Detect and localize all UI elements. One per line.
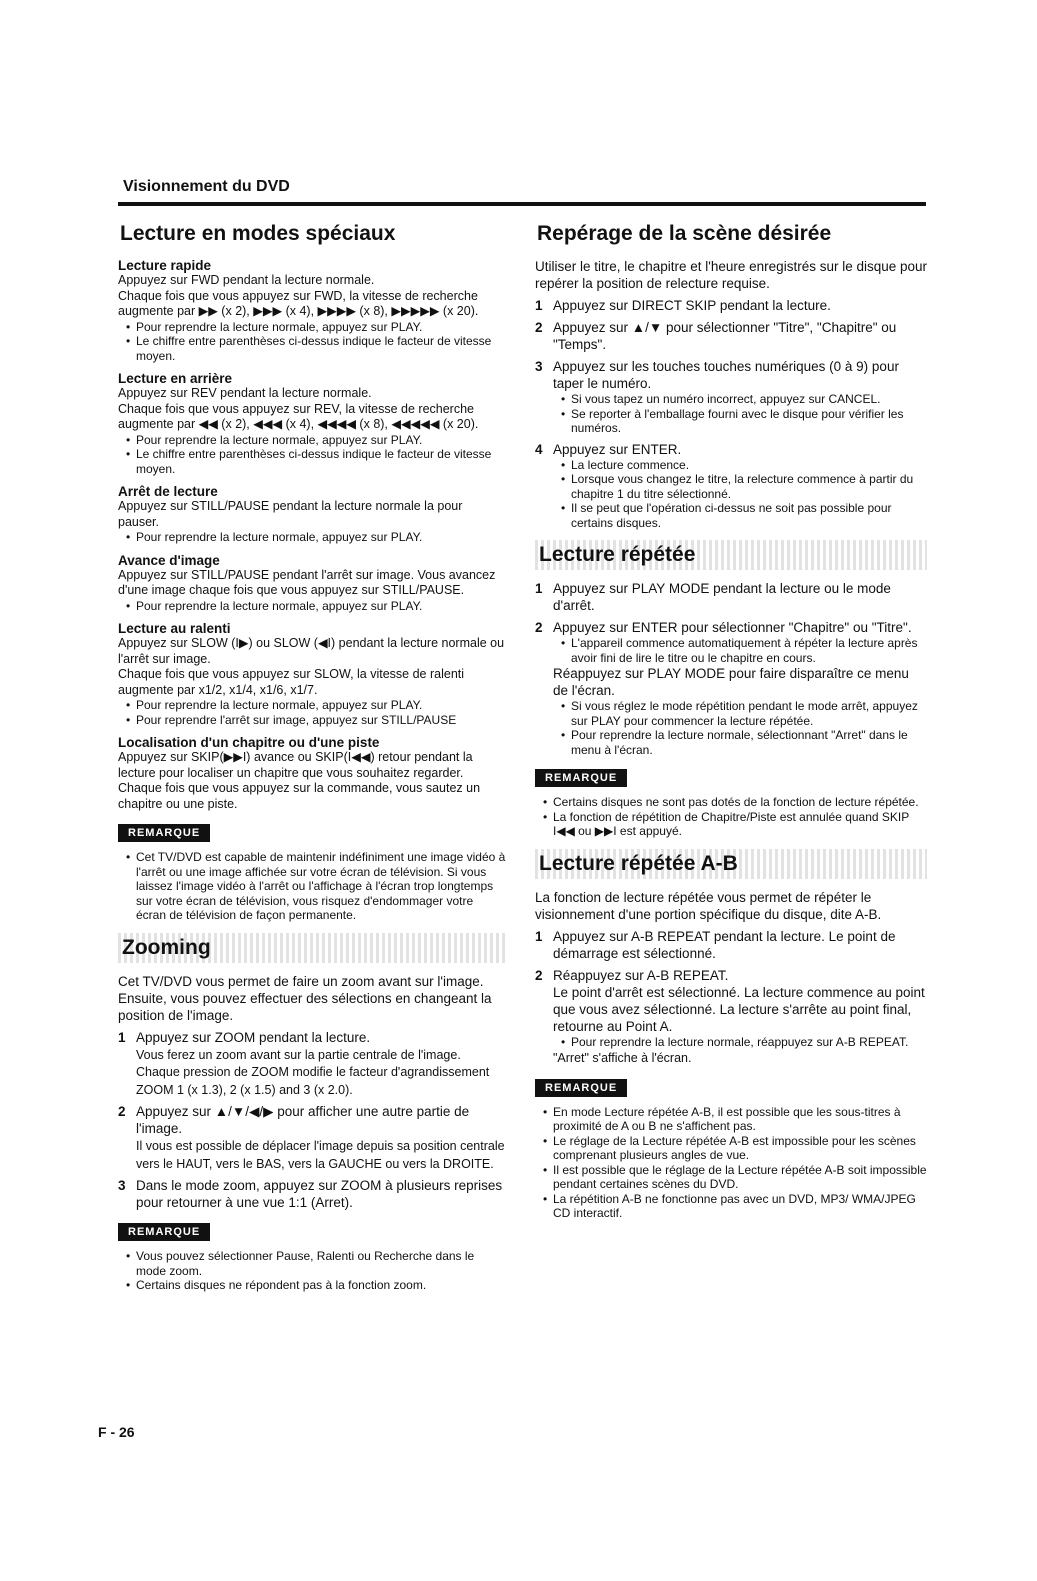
text: Chaque fois que vous appuyez sur REV, la vitesse de recherche augmente par ◀◀ (x 2), ◀◀◀ (x 4), ◀◀◀◀ (x 8), ◀◀◀◀◀ (x 20). <box>118 401 479 431</box>
note-bullet: • La répétition A-B ne fonctionne pas avec un DVD, MP3/ WMA/JPEG CD interactif. <box>543 1192 927 1221</box>
note-bullet: • Vous pouvez sélectionner Pause, Ralenti ou Recherche dans le mode zoom. <box>126 1249 506 1278</box>
text: Cet TV/DVD vous permet de faire un zoom avant sur l'image. Ensuite, vous pouvez effectuer des sélections en changeant la position de l'image. <box>118 973 492 1023</box>
bullet: • L'appareil commence automatiquement à répéter la lecture après avoir fini de lire le titre ou le chapitre en cours. <box>561 636 927 665</box>
note-bullet: • La fonction de répétition de Chapitre/Piste est annulée quand SKIP I◀◀ ou ▶▶I est appuyé. <box>543 810 927 839</box>
section-title-ab-repeat: Lecture répétée A-B <box>535 849 927 879</box>
bullet: • La lecture commence. <box>561 458 927 473</box>
note-badge: REMARQUE <box>118 824 210 842</box>
right-column <box>535 222 927 1221</box>
search-step-3: 3 Appuyez sur les touches touches numériques (0 à 9) pour taper le numéro. • Si vous tapez un numéro incorrect, appuyez sur CANCEL. • Se reporter à l'emballage fourni avec le disque pour vérifier les numéros. <box>535 358 927 436</box>
search-step-1: 1 Appuyez sur DIRECT SKIP pendant la lecture. <box>535 297 927 314</box>
bullet: • Si vous tapez un numéro incorrect, appuyez sur CANCEL. <box>561 392 927 407</box>
text: Chaque fois que vous appuyez sur la commande, vous sautez un chapitre ou une piste. <box>118 781 481 811</box>
note-bullet: • Le réglage de la Lecture répétée A-B est impossible pour les scènes comprenant plusieurs angles de vue. <box>543 1134 927 1163</box>
section-title-special-modes: Lecture en modes spéciaux <box>120 222 396 245</box>
text: Chaque fois que vous appuyez sur SLOW, la vitesse de ralenti augmente par x1/2, x1/4, x1/6, x1/7. <box>118 667 465 697</box>
text: Utiliser le titre, le chapitre et l'heure enregistrés sur le disque pour repérer la position de relecture requise. <box>535 259 928 291</box>
section-title-repeat: Lecture répétée <box>535 540 927 570</box>
repeat-step-2: 2 Appuyez sur ENTER pour sélectionner "Chapitre" ou "Titre". • L'appareil commence automatiquement à répéter la lecture après avoir fini de lire le titre ou le chapitre en cours. Réappuyez sur PLAY MODE pour faire disparaître ce menu de l'écran. • Si vous réglez le mode répétition pendant le mode arrêt, appuyez sur PLAY pour commencer la lecture répétée. • Pour reprendre la lecture normale, sélectionnant "Arret" dans le menu à l'écran. <box>535 619 927 757</box>
heading-fast-play: Lecture rapide <box>118 258 212 273</box>
text: Appuyez sur STILL/PAUSE pendant l'arrêt sur image. Vous avancez d'une image chaque fois que vous appuyez sur STILL/PAUSE. <box>118 567 496 597</box>
text: Appuyez sur FWD pendant la lecture normale. <box>118 273 375 287</box>
left-column <box>118 222 506 1293</box>
note-bullet: • Il est possible que le réglage de la Lecture répétée A-B soit impossible pendant certaines scènes du DVD. <box>543 1163 927 1192</box>
bullet: • Lorsque vous changez le titre, la relecture commence à partir du chapitre 1 du titre sélectionné. <box>561 472 927 501</box>
page-header: Visionnement du DVD <box>123 178 290 195</box>
zoom-step-1: 1 Appuyez sur ZOOM pendant la lecture. Vous ferez un zoom avant sur la partie centrale de l'image. Chaque pression de ZOOM modifie le facteur d'agrandissement ZOOM 1 (x 1.3), 2 (x 1.5) and 3 (x 2.0). <box>118 1029 506 1099</box>
note-bullet: • Cet TV/DVD est capable de maintenir indéfiniment une image vidéo à l'arrêt ou une image affichée sur votre écran de télévision. Si vous laissez l'image vidéo à l'arrêt ou l'affichage à l'écran trop longtemps sur votre écran de télévision, vous risquez d'endommager votre écran de télévision de façon permanente. <box>126 850 506 923</box>
heading-reverse-play: Lecture en arrière <box>118 371 233 386</box>
note-bullet: • Certains disques ne répondent pas à la fonction zoom. <box>126 1278 506 1293</box>
bullet: • Si vous réglez le mode répétition pendant le mode arrêt, appuyez sur PLAY pour commencer la lecture répétée. <box>561 699 927 728</box>
bullet: • Pour reprendre la lecture normale, appuyez sur PLAY. <box>126 433 506 448</box>
ab-step-2: 2 Réappuyez sur A-B REPEAT. Le point d'arrêt est sélectionné. La lecture commence au point que vous avez sélectionné. La lecture s'arrête au point final, retourne au Point A. • Pour reprendre la lecture normale, réappuyez sur A-B REPEAT. "Arret" s'affiche à l'écran. <box>535 967 927 1067</box>
text: Appuyez sur SLOW (I▶) ou SLOW (◀I) pendant la lecture normale ou l'arrêt sur image. <box>118 636 505 666</box>
text: Appuyez sur REV pendant la lecture normale. <box>118 386 372 400</box>
repeat-step-1: 1 Appuyez sur PLAY MODE pendant la lecture ou le mode d'arrêt. <box>535 580 927 614</box>
zoom-step-2: 2 Appuyez sur ▲/▼/◀/▶ pour afficher une autre partie de l'image. Il vous est possible de déplacer l'image depuis sa position centrale vers le HAUT, vers le BAS, vers la GAUCHE ou vers la DROITE. <box>118 1103 506 1172</box>
note-bullet: • Certains disques ne sont pas dotés de la fonction de lecture répétée. <box>543 795 927 810</box>
text: La fonction de lecture répétée vous permet de répéter le visionnement d'une portion spécifique du disque, dite A-B. <box>535 889 882 922</box>
bullet: • Pour reprendre la lecture normale, appuyez sur PLAY. <box>126 530 506 545</box>
page-number: F - 26 <box>98 1424 135 1440</box>
heading-chapter-locate: Localisation d'un chapitre ou d'une piste <box>118 735 380 750</box>
ab-step-1: 1 Appuyez sur A-B REPEAT pendant la lecture. Le point de démarrage est sélectionné. <box>535 928 927 962</box>
search-step-4: 4 Appuyez sur ENTER. • La lecture commence. • Lorsque vous changez le titre, la relecture commence à partir du chapitre 1 du titre sélectionné. • Il se peut que l'opération ci-dessus ne soit pas possible pour certains disques. <box>535 441 927 531</box>
bullet: • Se reporter à l'emballage fourni avec le disque pour vérifier les numéros. <box>561 407 927 436</box>
text: Appuyez sur SKIP(▶▶I) avance ou SKIP(I◀◀) retour pendant la lecture pour localiser un chapitre que vous souhaitez regarder. <box>118 750 473 780</box>
note-bullet: • En mode Lecture répétée A-B, il est possible que les sous-titres à proximité de A ou B ne s'affichent pas. <box>543 1105 927 1134</box>
bullet: • Le chiffre entre parenthèses ci-dessus indique le facteur de vitesse moyen. <box>126 334 506 363</box>
section-title-scene-search: Repérage de la scène désirée <box>537 222 832 245</box>
text: Appuyez sur STILL/PAUSE pendant la lecture normale la pour pauser. <box>118 499 463 529</box>
bullet: • Pour reprendre la lecture normale, appuyez sur PLAY. <box>126 698 506 713</box>
section-title-zooming: Zooming <box>118 933 506 963</box>
search-step-2: 2 Appuyez sur ▲/▼ pour sélectionner "Titre", "Chapitre" ou "Temps". <box>535 319 927 353</box>
note-badge: REMARQUE <box>535 1079 627 1097</box>
text: Chaque fois que vous appuyez sur FWD, la vitesse de recherche augmente par ▶▶ (x 2), ▶▶▶ (x 4), ▶▶▶▶ (x 8), ▶▶▶▶▶ (x 20). <box>118 288 479 318</box>
note-badge: REMARQUE <box>118 1223 210 1241</box>
bullet: • Pour reprendre la lecture normale, sélectionnant "Arret" dans le menu à l'écran. <box>561 728 927 757</box>
bullet: • Pour reprendre la lecture normale, appuyez sur PLAY. <box>126 320 506 335</box>
header-rule <box>118 202 926 206</box>
heading-pause: Arrêt de lecture <box>118 484 218 499</box>
bullet: • Pour reprendre l'arrêt sur image, appuyez sur STILL/PAUSE <box>126 713 506 728</box>
heading-frame-advance: Avance d'image <box>118 552 220 568</box>
note-badge: REMARQUE <box>535 769 627 787</box>
heading-slow-motion: Lecture au ralenti <box>118 621 231 636</box>
bullet: • Il se peut que l'opération ci-dessus ne soit pas possible pour certains disques. <box>561 501 927 530</box>
bullet: • Pour reprendre la lecture normale, appuyez sur PLAY. <box>126 599 506 614</box>
zoom-step-3: 3 Dans le mode zoom, appuyez sur ZOOM à plusieurs reprises pour retourner à une vue 1:1 (Arret). <box>118 1177 506 1211</box>
bullet: • Le chiffre entre parenthèses ci-dessus indique le facteur de vitesse moyen. <box>126 447 506 476</box>
bullet: • Pour reprendre la lecture normale, réappuyez sur A-B REPEAT. <box>561 1035 927 1050</box>
